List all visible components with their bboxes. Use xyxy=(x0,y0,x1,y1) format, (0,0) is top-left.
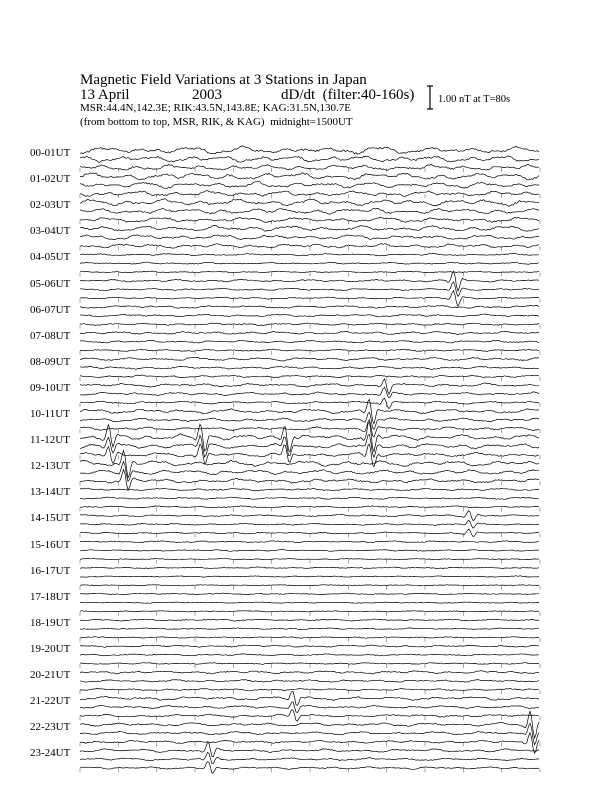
trace-rik xyxy=(80,680,539,683)
trace-msr xyxy=(80,323,539,326)
trace-msr xyxy=(80,663,539,665)
trace-kag xyxy=(80,199,539,207)
trace-rik xyxy=(80,702,539,713)
row-label: 21-22UT xyxy=(30,695,71,708)
trace-rik xyxy=(80,340,539,343)
row-label: 18-19UT xyxy=(30,616,71,629)
trace-kag xyxy=(80,541,539,543)
row-label: 11-12UT xyxy=(30,434,70,447)
chart-year: 2003 xyxy=(192,87,222,103)
chart-title: Magnetic Field Variations at 3 Stations in Japan xyxy=(80,72,367,88)
trace-rik xyxy=(80,262,539,264)
trace-msr xyxy=(80,291,539,307)
trace-msr xyxy=(80,243,539,248)
trace-msr xyxy=(80,558,539,560)
row-label: 01-02UT xyxy=(30,173,71,186)
row-label: 15-16UT xyxy=(30,538,71,551)
trace-rik xyxy=(80,628,539,630)
trace-msr xyxy=(80,164,539,170)
chart-date: 13 April xyxy=(80,87,130,103)
trace-msr xyxy=(80,271,539,273)
midnight-note: midnight=1500UT xyxy=(270,116,353,128)
chart-filter: (filter:40-160s) xyxy=(322,87,415,103)
row-label: 13-14UT xyxy=(30,486,71,499)
trace-rik xyxy=(80,752,539,764)
row-label: 07-08UT xyxy=(30,329,71,342)
row-label: 17-18UT xyxy=(30,590,71,603)
trace-rik xyxy=(80,314,539,317)
trace-kag xyxy=(80,173,539,180)
trace-kag xyxy=(80,691,539,705)
trace-kag xyxy=(80,742,539,756)
trace-kag xyxy=(80,619,539,621)
trace-msr xyxy=(80,349,539,352)
scale-bar xyxy=(427,86,433,109)
trace-kag xyxy=(80,146,539,154)
trace-kag xyxy=(80,593,539,595)
trace-rik xyxy=(80,497,539,499)
trace-kag xyxy=(80,511,539,521)
trace-kag xyxy=(80,645,539,647)
row-label: 03-04UT xyxy=(30,225,71,238)
station-list: MSR:44.4N,142.3E; RIK:43.5N,143.8E; KAG:31.5N,130.7E xyxy=(80,102,352,114)
trace-msr xyxy=(80,710,539,721)
row-label: 20-21UT xyxy=(30,669,71,681)
row-label: 00-01UT xyxy=(30,147,71,159)
trace-rik xyxy=(80,366,539,369)
trace-kag xyxy=(80,671,539,674)
trace-msr xyxy=(80,611,539,612)
row-label: 04-05UT xyxy=(30,251,71,264)
trace-msr xyxy=(80,762,539,774)
trace-kag xyxy=(80,567,539,569)
trace-rik xyxy=(80,156,539,163)
trace-rik xyxy=(80,602,539,603)
trace-msr xyxy=(80,688,539,691)
trace-rik xyxy=(80,387,539,398)
row-label: 23-24UT xyxy=(30,747,71,760)
trace-msr xyxy=(80,529,539,537)
trace-kag xyxy=(80,331,539,334)
trace-msr xyxy=(80,470,539,490)
row-label: 12-13UT xyxy=(30,460,71,473)
row-label: 09-10UT xyxy=(30,381,71,394)
trace-rik xyxy=(80,282,539,297)
trace-rik xyxy=(80,654,539,656)
trace-rik xyxy=(80,520,539,528)
trace-rik xyxy=(80,550,539,552)
trace-msr xyxy=(80,217,539,222)
trace-rik xyxy=(80,208,539,214)
trace-msr xyxy=(80,637,539,639)
traces xyxy=(80,146,539,773)
trace-kag xyxy=(80,488,539,491)
trace-rik xyxy=(80,235,539,240)
row-label: 10-11UT xyxy=(30,408,70,420)
trace-rik xyxy=(80,576,539,577)
trace-msr xyxy=(80,191,539,197)
row-label: 16-17UT xyxy=(30,564,71,577)
trace-msr xyxy=(80,375,539,378)
row-label: 08-09UT xyxy=(30,355,71,368)
trace-msr xyxy=(80,398,539,409)
row-label: 06-07UT xyxy=(30,303,71,316)
row-label: 19-20UT xyxy=(30,642,71,655)
row-label: 14-15UT xyxy=(30,512,71,525)
trace-kag xyxy=(80,379,539,394)
trace-rik xyxy=(80,462,539,482)
trace-kag xyxy=(80,357,539,361)
row-label: 02-03UT xyxy=(30,199,71,212)
trace-rik xyxy=(80,182,539,189)
scale-bar-label: 1.00 nT at T=80s xyxy=(438,94,511,105)
row-label: 05-06UT xyxy=(30,277,71,290)
trace-kag xyxy=(80,226,539,232)
chart-quantity: dD/dt xyxy=(281,87,316,103)
trace-msr xyxy=(80,506,539,508)
trace-kag xyxy=(80,305,539,308)
station-order-note: (from bottom to top, MSR, RIK, & KAG) xyxy=(80,116,265,128)
trace-msr xyxy=(80,420,539,437)
trace-kag xyxy=(80,271,539,291)
trace-kag xyxy=(80,254,539,256)
trace-msr xyxy=(80,585,539,586)
row-label: 22-23UT xyxy=(30,721,71,734)
